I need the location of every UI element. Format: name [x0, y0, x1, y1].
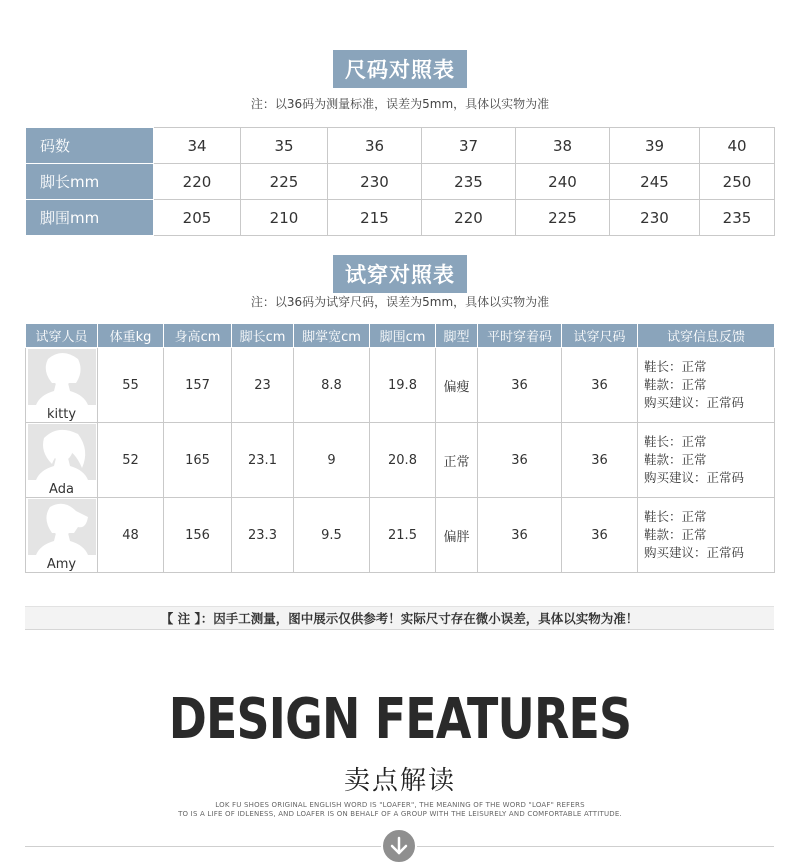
feedback-line: 鞋长：正常 [644, 359, 707, 374]
fit-cell-weight: 55 [98, 348, 164, 423]
size-row [26, 164, 775, 200]
feedback-cell [638, 498, 775, 573]
woman-silhouette-icon [28, 424, 96, 480]
size-cell: 225 [516, 200, 610, 236]
tester-name: kitty [46, 407, 77, 422]
feedback-cell [638, 423, 775, 498]
fit-cell-weight: 52 [98, 423, 164, 498]
size-cell: 37 [422, 128, 516, 164]
size-row [26, 200, 775, 236]
arrow-down-circle-icon [388, 835, 410, 857]
size-cell: 250 [700, 164, 775, 200]
scroll-down-button[interactable] [381, 828, 417, 864]
tester-cell [26, 348, 98, 423]
size-cell: 220 [422, 200, 516, 236]
feedback-line: 鞋长：正常 [644, 509, 707, 524]
fit-cell-foot-girth: 19.8 [370, 348, 436, 423]
size-cell: 225 [241, 164, 328, 200]
design-desc-line-1: LOK FU SHOES ORIGINAL ENGLISH WORD IS "LOAFER", THE MEANING OF THE WORD "LOAF" REFERS [215, 801, 585, 809]
size-chart-table [25, 127, 775, 236]
fit-cell-foot-type: 正常 [436, 423, 478, 498]
disclaimer-bar: 【 注 】：因手工测量，图中展示仅供参考！实际尺寸存在微小误差，具体以实物为准！ [25, 606, 774, 630]
size-cell: 230 [610, 200, 700, 236]
size-cell: 235 [422, 164, 516, 200]
tester-cell [26, 423, 98, 498]
feedback-line: 鞋款：正常 [644, 377, 707, 392]
tester-name: Ada [49, 482, 74, 497]
fit-chart-table [25, 323, 775, 573]
fit-cell-foot-girth: 20.8 [370, 423, 436, 498]
feedback-line: 鞋款：正常 [644, 452, 707, 467]
fit-cell-foot-type: 偏胖 [436, 498, 478, 573]
fit-chart-title: 试穿对照表 [333, 255, 467, 293]
size-row-label: 脚围mm [26, 200, 154, 236]
size-cell: 240 [516, 164, 610, 200]
size-cell: 245 [610, 164, 700, 200]
woman-silhouette-icon [28, 349, 96, 405]
fit-header-cell: 平时穿着码 [478, 324, 562, 348]
feedback-line: 购买建议：正常码 [644, 395, 745, 410]
size-cell: 210 [241, 200, 328, 236]
fit-cell-foot-girth: 21.5 [370, 498, 436, 573]
avatar [28, 424, 96, 480]
fit-header-cell: 体重kg [98, 324, 164, 348]
size-row-label: 脚长mm [26, 164, 154, 200]
fit-row [26, 348, 775, 423]
size-chart-title: 尺码对照表 [333, 50, 467, 88]
feedback-cell [638, 348, 775, 423]
size-cell: 215 [328, 200, 422, 236]
design-features-heading: DESIGN FEATURES [168, 687, 632, 752]
size-cell: 40 [700, 128, 775, 164]
fit-cell-foot-width: 8.8 [294, 348, 370, 423]
fit-cell-height: 165 [164, 423, 232, 498]
fit-header-cell: 试穿信息反馈 [638, 324, 775, 348]
size-cell: 34 [154, 128, 241, 164]
size-cell: 35 [241, 128, 328, 164]
fit-header-cell: 试穿尺码 [562, 324, 638, 348]
avatar [28, 349, 96, 405]
fit-header-cell: 身高cm [164, 324, 232, 348]
feedback-line: 购买建议：正常码 [644, 470, 745, 485]
fit-header-cell: 脚掌宽cm [294, 324, 370, 348]
fit-cell-foot-width: 9 [294, 423, 370, 498]
fit-cell-usual-size: 36 [478, 348, 562, 423]
size-chart-note: 注：以36码为测量标准，误差为5mm，具体以实物为准 [250, 97, 550, 111]
fit-header-cell: 脚长cm [232, 324, 294, 348]
avatar [28, 499, 96, 555]
design-desc-line-2: TO IS A LIFE OF IDLENESS, AND LOAFER IS ON BEHALF OF A GROUP WITH THE LEISURELY AND COMFORTABLE ATTITUDE. [178, 810, 622, 818]
design-features-subtitle: 卖点解读 [343, 766, 456, 796]
fit-header-cell: 脚围cm [370, 324, 436, 348]
fit-cell-weight: 48 [98, 498, 164, 573]
fit-chart-note: 注：以36码为试穿尺码，误差为5mm，具体以实物为准 [250, 295, 550, 309]
fit-cell-usual-size: 36 [478, 423, 562, 498]
size-cell: 235 [700, 200, 775, 236]
fit-cell-trial-size: 36 [562, 348, 638, 423]
tester-cell [26, 498, 98, 573]
feedback-line: 鞋款：正常 [644, 527, 707, 542]
size-cell: 230 [328, 164, 422, 200]
fit-cell-foot-length: 23 [232, 348, 294, 423]
size-row-label: 码数 [26, 128, 154, 164]
fit-header-cell: 脚型 [436, 324, 478, 348]
size-cell: 220 [154, 164, 241, 200]
size-cell: 38 [516, 128, 610, 164]
fit-cell-height: 156 [164, 498, 232, 573]
fit-cell-trial-size: 36 [562, 423, 638, 498]
fit-cell-foot-type: 偏瘦 [436, 348, 478, 423]
fit-cell-foot-length: 23.3 [232, 498, 294, 573]
size-row [26, 128, 775, 164]
fit-cell-trial-size: 36 [562, 498, 638, 573]
woman-silhouette-icon [28, 499, 96, 555]
size-cell: 36 [328, 128, 422, 164]
feedback-line: 购买建议：正常码 [644, 545, 745, 560]
fit-cell-foot-length: 23.1 [232, 423, 294, 498]
fit-cell-usual-size: 36 [478, 498, 562, 573]
size-cell: 39 [610, 128, 700, 164]
fit-row [26, 498, 775, 573]
tester-name: Amy [46, 557, 77, 572]
size-cell: 205 [154, 200, 241, 236]
fit-header-cell: 试穿人员 [26, 324, 98, 348]
fit-cell-height: 157 [164, 348, 232, 423]
fit-row [26, 423, 775, 498]
feedback-line: 鞋长：正常 [644, 434, 707, 449]
fit-cell-foot-width: 9.5 [294, 498, 370, 573]
